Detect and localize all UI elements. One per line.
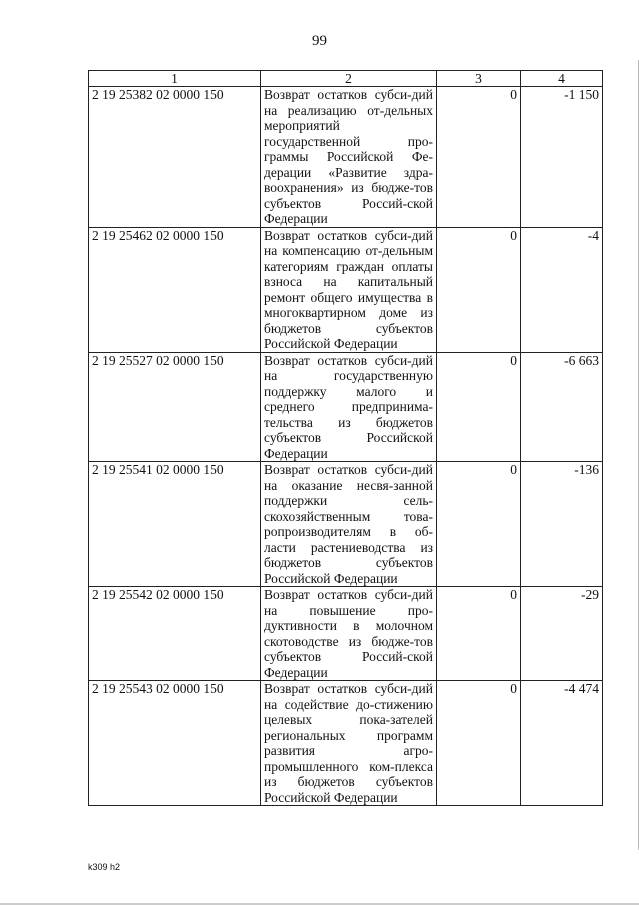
value-col3: 0 — [437, 227, 521, 352]
value-col4: -4 474 — [521, 681, 603, 806]
table-row — [89, 681, 603, 806]
budget-code: 2 19 25543 02 0000 150 — [89, 681, 261, 806]
value-col3: 0 — [437, 87, 521, 228]
item-name: Возврат остатков субси-дий на реализацию от-дельных мероприятий государственной про-граммы Российской Фе-дерации «Развитие здра-воохранения» из бюдже-тов субъектов Россий-ской Федерации — [261, 87, 437, 228]
column-header-2: 2 — [261, 71, 437, 87]
column-header-3: 3 — [437, 71, 521, 87]
value-col3: 0 — [437, 352, 521, 462]
item-name: Возврат остатков субси-дий на содействие до-стижению целевых пока-зателей региональных программ развития агро-промышленного ком-плекса из бюджетов субъектов Российской Федерации — [261, 681, 437, 806]
budget-code: 2 19 25462 02 0000 150 — [89, 227, 261, 352]
budget-table — [88, 70, 603, 806]
header-row — [89, 71, 603, 87]
value-col4: -4 — [521, 227, 603, 352]
item-name: Возврат остатков субси-дий на повышение про-дуктивности в молочном скотоводстве из бюдже-тов субъектов Россий-ской Федерации — [261, 587, 437, 681]
column-header-1: 1 — [89, 71, 261, 87]
item-name: Возврат остатков субси-дий на государственную поддержку малого и среднего предпринима-тельства из бюджетов субъектов Российской Федерации — [261, 352, 437, 462]
footer-code: k309 h2 — [88, 862, 121, 872]
value-col4: -1 150 — [521, 87, 603, 228]
value-col3: 0 — [437, 462, 521, 587]
budget-code: 2 19 25541 02 0000 150 — [89, 462, 261, 587]
value-col4: -6 663 — [521, 352, 603, 462]
table-row — [89, 352, 603, 462]
budget-code: 2 19 25542 02 0000 150 — [89, 587, 261, 681]
table-row — [89, 462, 603, 587]
column-header-4: 4 — [521, 71, 603, 87]
item-name: Возврат остатков субси-дий на компенсацию от-дельным категориям граждан оплаты взноса на капитальный ремонт общего имущества в многоквартирном доме из бюджетов субъектов Российской Федерации — [261, 227, 437, 352]
value-col4: -29 — [521, 587, 603, 681]
value-col3: 0 — [437, 681, 521, 806]
value-col4: -136 — [521, 462, 603, 587]
item-name: Возврат остатков субси-дий на оказание несвя-занной поддержки сель-скохозяйственным това-ропроизводителям в об-ласти растениеводства из бюджетов субъектов Российской Федерации — [261, 462, 437, 587]
budget-code: 2 19 25527 02 0000 150 — [89, 352, 261, 462]
table-row — [89, 227, 603, 352]
table-row — [89, 87, 603, 228]
table-row — [89, 587, 603, 681]
budget-code: 2 19 25382 02 0000 150 — [89, 87, 261, 228]
page-number: 99 — [312, 33, 327, 49]
value-col3: 0 — [437, 587, 521, 681]
